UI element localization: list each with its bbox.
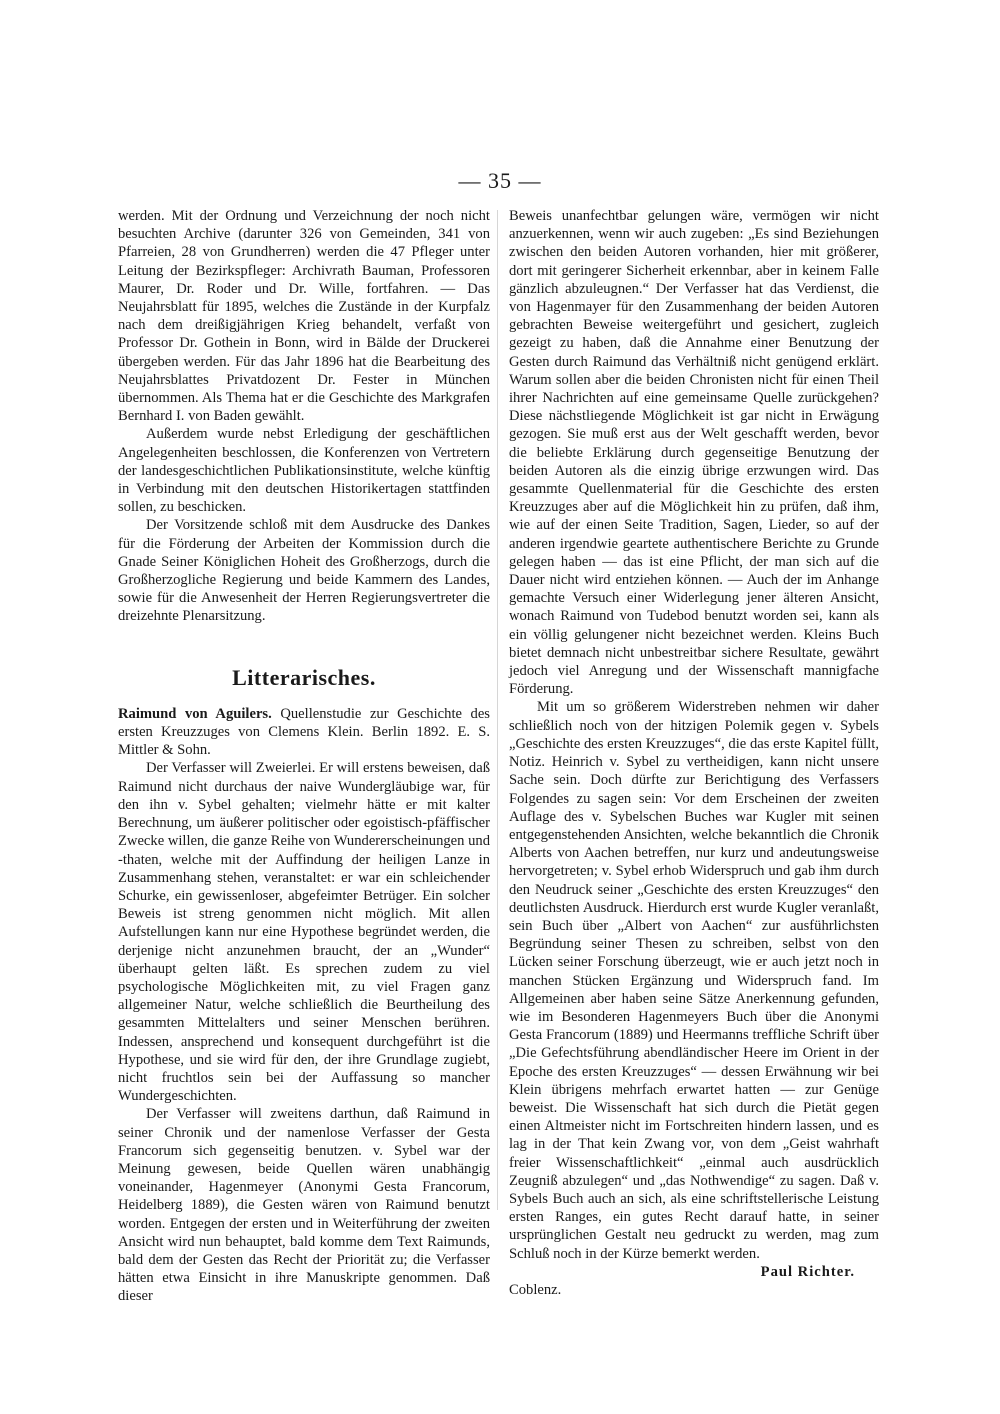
- review-header: [118, 705, 490, 760]
- paragraph: Außerdem wurde nebst Erledigung der geschäftlichen Angelegenheiten beschlossen, die Konferenzen von Vertretern der landesgeschichtlichen Publikationsinstitute, welche künftig in Verbindung mit den deutschen Historikertagen stattfinden sollen, zu beschicken.: [118, 426, 490, 516]
- signature-row: [509, 1263, 879, 1281]
- review-title: Raimund von Aguilers.: [118, 705, 272, 722]
- section-heading: Litterarisches.: [232, 664, 376, 690]
- place-name: Coblenz.: [509, 1281, 562, 1298]
- paragraph: Beweis unanfechtbar gelungen wäre, vermögen wir nicht anzuerkennen, wenn wir auch zugeben: „Es sind Beziehungen zwischen den beiden Autoren vorhanden, hier mit größerer, dort mit geringerer Sicherheit erkennbar, aber in keinem Falle gänzlich abzuleugnen.“ Der Verfasser hat das Verdienst, die von Hagenmayer für den Zusammenhang der beiden Autoren gebrachten Beweise weitergeführt und gesichert, zugleich gezeigt zu haben, daß die Annahme einer Benutzung der Gesten durch Raimund das Verhältniß nicht genügend erklärt. Warum sollen aber die beiden Chronisten nicht für einen Theil ihrer Nachrichten auf eine gemeinsame Quelle zurückgehen? Diese nächstliegende Möglichkeit ist gar nicht in Erwägung gezogen. Sie muß erst aus der Welt geschafft werden, bevor die beliebte Erklärung durch gegenseitige Benutzung der beiden Autoren als die einzig übrige erzwungen wird. Das gesammte Quellenmaterial für die Geschichte des ersten Kreuzzuges aber auf die Möglichkeit hin zu prüfen, daß ihm, wie auf der einen Seite Tradition, Sagen, Lieder, so auf der anderen irgendwie geartete authentischere Berichte zu Grunde gelegen haben — das ist eine Pflicht, der man sich auf die Dauer nicht wird entziehen können. — Auch der im Anhange gemachte Versuch einer Widerlegung jener älteren Ansicht, wonach Raimund von Tudebod benutzt worden sei, kann als ein völlig gelungener nicht bezeichnet werden. Kleins Buch bietet demnach nicht unbestreitbar sichere Resultate, gewährt jedoch viel Anregung und der Wissenschaft mannigfache Förderung.: [509, 208, 879, 698]
- paragraph: Mit um so größerem Widerstreben nehmen wir daher schließlich noch von der hitzigen Polemik gegen v. Sybels „Geschichte des ersten Kreuzzuges“, die das erste Kapitel füllt, Notiz. Heinrich v. Sybel zu vertheidigen, kann nicht unsere Sache sein. Doch dürfte zur Berichtigung des Verfassers Folgendes zu sagen sein: Vor dem Erscheinen der zweiten Auflage des v. Sybelschen Buches war Kugler mit seinen entgegenstehenden Ansichten, welche bekanntlich die Chronik Alberts von Aachen betreffen, nur kurz und andeutungsweise hervorgetreten; v. Sybel erhob Widerspruch und gab ihm durch den Neudruck seiner „Geschichte des ersten Kreuzzuges“ den deutlichsten Ausdruck. Hierdurch erst wurde Kugler veranlaßt, sein Buch über „Albert von Aachen“ zur ausführlichsten Begründung seiner Thesen zu schreiben, selbst von den Lücken seiner Forschung überzeugt, wie er auch jetzt noch in manchen Stücken Ergänzung und Widerspruch fand. Im Allgemeinen aber haben seine Sätze Anerkennung gefunden, wie im Besonderen Hagenmeyers Buch über die Anonymi Gesta Francorum (1889) und Heermanns treffliche Schrift über „Die Gefechtsführung abendländischer Heere im Orient in der Epoche des ersten Kreuzzuges“ — dessen Erwähnung wir bei Klein übrigens mehrfach erwartet hatten — zur Genüge beweist. Die Wissenschaft hat sich durch die Pietät gegen einen Altmeister nicht im Fortschreiten hindern lassen, und es lag in der That kein Zwang vor, von dem „Geist wahrhaft freier Wissenschaftlichkeit“ „einmal auch ausdrücklich Zeugniß abzulegen“ und „das Nothwendige“ zu sagen. Daß v. Sybels Buch auch an sich, als eine schriftstellerische Leistung ersten Ranges, ein gutes Recht darauf hatte, in seiner ursprünglichen Gestalt neu gedruckt zu werden, mag zum Schluß noch in der Kürze bemerkt werden.: [509, 699, 879, 1262]
- signature: Paul Richter.: [760, 1263, 855, 1280]
- right-column: [509, 207, 879, 1299]
- paragraph: Der Verfasser will Zweierlei. Er will erstens beweisen, daß Raimund nicht durchaus der naive Wundergläubige war, für den ihn v. Sybel gehalten; vielmehr hätte er mit kalter Berechnung, um äußerer politischer oder egoistisch-pfäffischer Zwecke willen, die ganze Reihe von Wundererscheinungen und -thaten, welche mit der Auffindung der heiligen Lanze in Zusammenhang stehen, veranstaltet: er war ein schleichender Schurke, ein gewissenloser, abgefeimter Betrüger. Ein solcher Beweis ist streng genommen nicht möglich. Mit allen Aufstellungen kann nur eine Hypothese begründet werden, die derjenige nicht anzunehmen braucht, der an „Wunder“ überhaupt gelten läßt. Es sprechen zudem zu viel psychologische Möglichkeiten mit, zu viel Fragen ganz allgemeiner Natur, welche schließlich die Beurtheilung des gesammten Mittelalters und seiner Menschen berühren. Indessen, ansprechend und konsequent durchgeführt ist die Hypothese, und sie wird für den, der ihre Grundlage zugiebt, nicht fruchtlos sein bei der Auffassung so mancher Wundergeschichten.: [118, 760, 490, 1105]
- left-column: [118, 207, 490, 1306]
- paragraph: werden. Mit der Ordnung und Verzeichnung der noch nicht besuchten Archive (darunter 326 von Gemeinden, 341 von Pfarreien, 28 von Grundherren) werden die 47 Pfleger unter Leitung der Bezirkspfleger: Archivrath Bauman, Professoren Maurer, Dr. Roder und Dr. Wille, fortfahren. — Das Neujahrsblatt für 1895, welches die Zustände in der Kurpfalz nach dem dreißigjährigen Krieg behandelt, verfaßt von Professor Dr. Gothein in Bonn, wird in Bälde der Druckerei übergeben werden. Für das Jahr 1896 hat die Bearbeitung des Neujahrsblattes Privatdozent Dr. Fester in München übernommen. Als Thema hat er die Geschichte des Markgrafen Bernhard I. von Baden gewählt.: [118, 208, 490, 425]
- paragraph: Der Verfasser will zweitens darthun, daß Raimund in seiner Chronik und der namenlose Verfasser der Gesta Francorum sich gegenseitig benutzen. v. Sybel war der Meinung gewesen, beide Quellen wären unabhängig voneinander, Hagenmeyer (Anonymi Gesta Francorum, Heidelberg 1889), die Gesten wären von Raimund benutzt worden. Entgegen der ersten und in Weiterführung der zweiten Ansicht wird nun behauptet, bald komme dem Text Raimunds, bald dem der Gesten das Recht der Priorität zu; die Verfasser hätten etwa Einsicht in ihre Manuskripte genommen. Daß dieser: [118, 1106, 490, 1305]
- column-divider: [497, 210, 498, 1210]
- paragraph: Der Vorsitzende schloß mit dem Ausdrucke des Dankes für die Förderung der Arbeiten der Kommission durch die Gnade Seiner Königlichen Hoheit des Großherzogs, durch die Großherzogliche Regierung und beide Kammern des Landes, sowie für die Anwesenheit der Herren Regierungsvertreter die dreizehnte Plenarsitzung.: [118, 517, 490, 625]
- page-number: — 35 —: [458, 168, 542, 193]
- review-citation: Quellenstudie zur Geschichte des ersten Kreuzzuges von Clemens Klein. Berlin 1892. E. S. Mittler & Sohn.: [118, 705, 490, 759]
